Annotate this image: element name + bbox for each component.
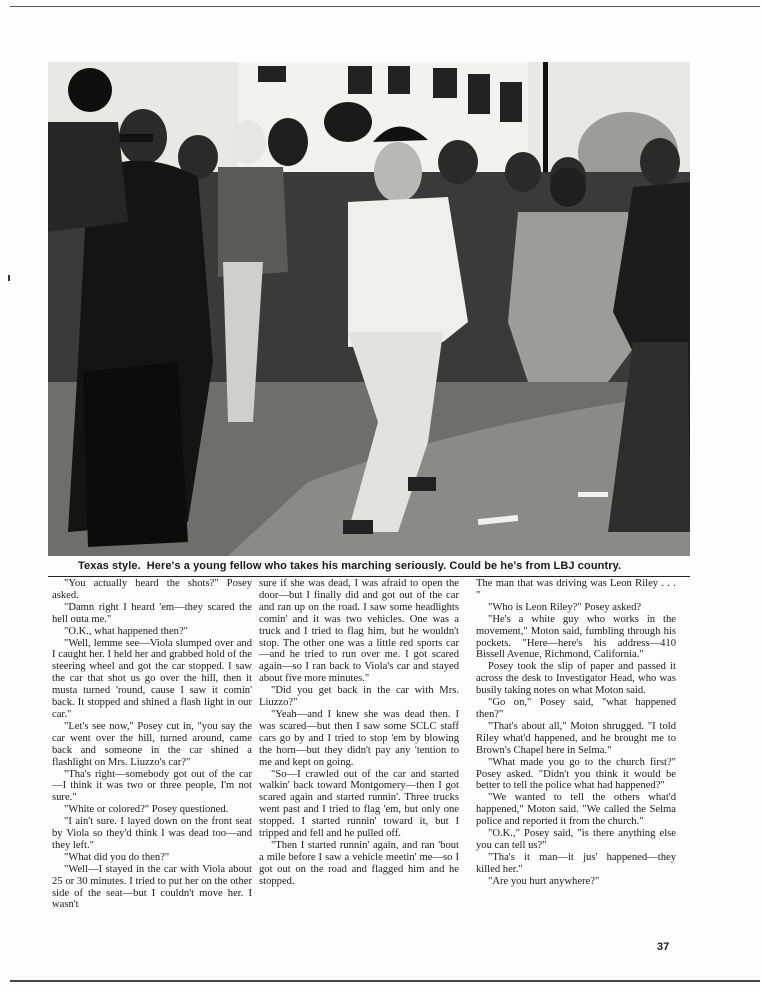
caption-text: Here's a young fellow who takes his marching seriously. Could be he's from LBJ country.: [146, 560, 622, 572]
margin-mark: [8, 275, 10, 281]
page-number: 37: [657, 941, 670, 953]
paragraph: Posey took the slip of paper and passed it across the desk to Investigator Head, who was busily taking notes on what Moton said.: [476, 661, 676, 697]
paragraph: "Well, lemme see—Viola slumped over and I caught her. I held her and grabbed hold of the steering wheel and got the car stopped. I saw the car that shot us go over the hill, then it musta turned 'round, cause I saw it comin' back. It stopped and shined a flash light in our car.": [52, 637, 252, 720]
paragraph: "You actually heard the shots?" Posey asked.: [52, 578, 252, 601]
paragraph: "Well—I stayed in the car with Viola about 25 or 30 minutes. I tried to put her on the other side of the seat—but I couldn't move her. I wasn't: [52, 863, 252, 911]
text-column-3: [476, 578, 676, 888]
text-column-2: [259, 578, 459, 888]
paragraph: "O.K., what happened then?": [64, 625, 188, 637]
paragraph: sure if she was dead, I was afraid to open the door—but I finally did and got out of the car and ran up on the road. I saw some headlights comin' and it was two vehicles. One was a truck and I tried to flag him, but he wouldn't stop. The other one was a little red sports car—and he tried to run over me. I got scared again—so I ran back to Viola's car and stayed about five more minutes.": [259, 578, 459, 685]
paragraph: "Let's see now," Posey cut in, "you say the car went over the hill, turned around, came back and someone in the car shined a flashlight on Mrs. Liuzzo's car?": [52, 720, 252, 768]
paragraph: The man that was driving was Leon Riley . . . ": [476, 578, 676, 601]
paragraph: "What made you go to the church first?" Posey asked. "Didn't you think it would be better to tell the police what had happened?": [476, 756, 676, 792]
paragraph: "Are you hurt anywhere?": [488, 875, 600, 887]
march-photo: [48, 62, 690, 556]
paragraph: "Damn right I heard 'em—they scared the hell outa me.": [52, 601, 252, 625]
paragraph: "We wanted to tell the others what'd happened," Moton said. "We called the Selma police and reported it from the church.": [476, 792, 676, 828]
paragraph: "Then I started runnin' again, and ran 'bout a mile before I saw a vehicle meetin' me—so I got out on the road and flagged him and he stopped.: [259, 839, 459, 887]
paragraph: "That's about all," Moton shrugged. "I told Riley what'd happened, and he brought me to Brown's Chapel here in Selma.": [476, 720, 676, 756]
paragraph: "Yeah—and I knew she was dead then. I was scared—but then I saw some SCLC staff cars go by and I tried to stop 'em by blowing the horn—but they didn't pay any 'tention to me and kept on going.: [259, 708, 459, 768]
paragraph: "O.K.," Posey said, "is there anything else you can tell us?": [476, 828, 676, 851]
paragraph: "Tha's right—somebody got out of the car—I think it was two or three people, I'm not sure.": [52, 768, 252, 804]
paragraph: "Did you get back in the car with Mrs. Liuzzo?": [259, 685, 459, 709]
bottom-rule: [10, 980, 760, 982]
paragraph: "So—I crawled out of the car and started walkin' back toward Montgomery—then I got scared again and started runnin'. Three trucks went past and I tried to flag 'em, but only one stopped. I started runnin' toward it, but I tripped and fell and he pulled off.: [259, 768, 459, 840]
paragraph: "Who is Leon Riley?" Posey asked?: [488, 601, 642, 613]
paragraph: "Tha's it man—it jus' happened—they killed her.": [476, 851, 676, 875]
paragraph: "What did you do then?": [64, 851, 170, 863]
text-column-1: [52, 578, 252, 911]
paragraph: "He's a white guy who works in the movement," Moton said, fumbling through his pockets. "Here—here's his address—410 Bissell Avenue, Richmond, California.": [476, 613, 676, 661]
paragraph: "Go on," Posey said, "what happened then?": [476, 697, 676, 720]
paragraph: "I ain't sure. I layed down on the front seat by Viola so they'd think I was dead too—and they left.": [52, 816, 252, 851]
caption-rule: [48, 576, 690, 577]
photo-caption: [78, 560, 690, 572]
caption-lead: Texas style.: [78, 560, 141, 572]
paragraph: "White or colored?" Posey questioned.: [64, 804, 229, 816]
top-rule: [10, 6, 760, 7]
march-photo-icon: [48, 62, 690, 556]
